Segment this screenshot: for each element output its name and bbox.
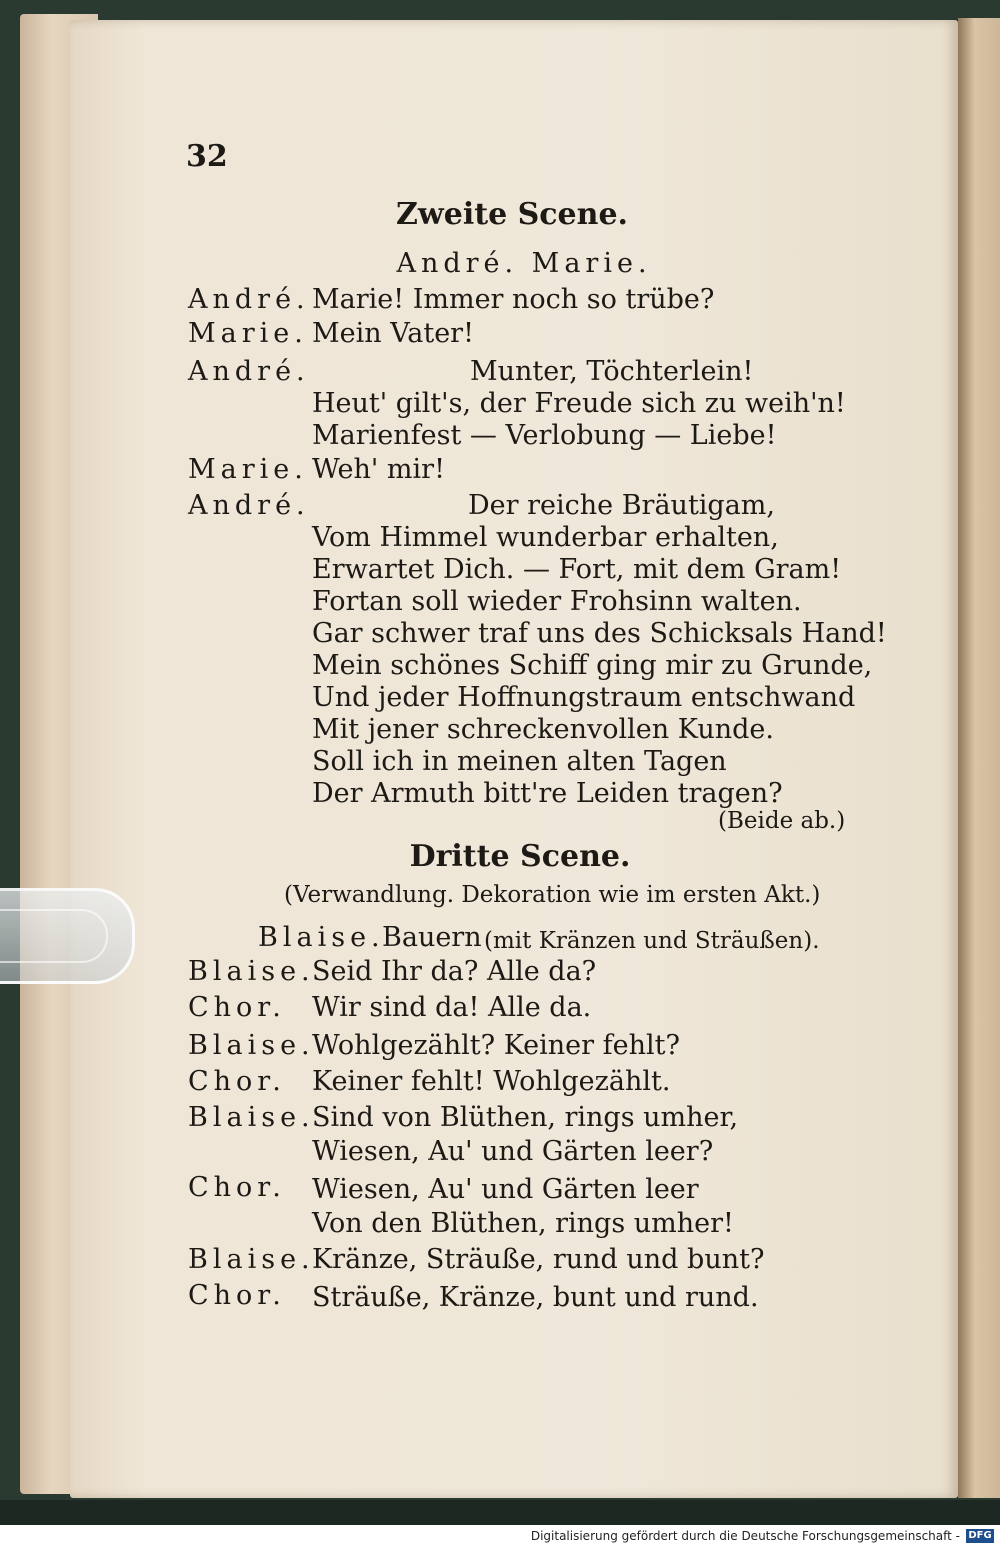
verse-line: Keiner fehlt! Wohlgezählt. bbox=[312, 1066, 671, 1097]
verse-line: Munter, Töchterlein! bbox=[470, 356, 754, 387]
speaker: Blaise. bbox=[188, 1244, 315, 1275]
scene-characters-speaker: Blaise. bbox=[258, 922, 385, 953]
verse-line: Vom Himmel wunderbar erhalten, bbox=[312, 522, 779, 553]
verse-line: Soll ich in meinen alten Tagen bbox=[312, 746, 727, 777]
scan-bottom-border bbox=[0, 1500, 1000, 1525]
verse-line: Von den Blüthen, rings umher! bbox=[312, 1208, 734, 1239]
page-clip bbox=[0, 888, 135, 984]
scene-title: Zweite Scene. bbox=[396, 197, 628, 232]
speaker: André. bbox=[188, 284, 310, 315]
footer-bar bbox=[0, 1525, 1000, 1548]
next-page-edge bbox=[958, 18, 1000, 1498]
scene-characters-note: (mit Kränzen und Sträußen). bbox=[484, 928, 820, 954]
speaker: Blaise. bbox=[188, 956, 315, 987]
speaker: Marie. bbox=[188, 318, 308, 349]
footer-credit: Digitalisierung gefördert durch die Deutsche Forschungsgemeinschaft - bbox=[530, 1529, 960, 1543]
page-clip-inner bbox=[0, 909, 108, 963]
verse-line: Mit jener schreckenvollen Kunde. bbox=[312, 714, 774, 745]
speaker: Chor. bbox=[188, 1172, 286, 1203]
verse-line: Wiesen, Au' und Gärten leer? bbox=[312, 1136, 714, 1167]
dfg-logo: DFG bbox=[966, 1529, 994, 1543]
speaker: Blaise. bbox=[188, 1030, 315, 1061]
speaker: Chor. bbox=[188, 1066, 286, 1097]
speaker: Marie. bbox=[188, 454, 308, 485]
scene-characters: Bauern bbox=[382, 922, 482, 953]
speaker: Chor. bbox=[188, 1280, 286, 1311]
verse-line: Gar schwer traf uns des Schicksals Hand! bbox=[312, 618, 887, 649]
speaker: André. bbox=[188, 490, 310, 521]
verse-line: Wohlgezählt? Keiner fehlt? bbox=[312, 1030, 680, 1061]
verse-line: Mein Vater! bbox=[312, 318, 474, 349]
verse-line: Marie! Immer noch so trübe? bbox=[312, 284, 715, 315]
verse-line: Der Armuth bitt're Leiden tragen? bbox=[312, 778, 783, 809]
verse-line: Sträuße, Kränze, bunt und rund. bbox=[312, 1282, 759, 1313]
verse-line: Der reiche Bräutigam, bbox=[468, 490, 775, 521]
scene-characters: André. Marie. bbox=[396, 248, 652, 279]
verse-line: Weh' mir! bbox=[312, 454, 445, 485]
verse-line: Fortan soll wieder Frohsinn walten. bbox=[312, 586, 802, 617]
verse-line: Kränze, Sträuße, rund und bunt? bbox=[312, 1244, 765, 1275]
verse-line: Und jeder Hoffnungstraum entschwand bbox=[312, 682, 856, 713]
verse-line: Marienfest — Verlobung — Liebe! bbox=[312, 420, 777, 451]
speaker: Chor. bbox=[188, 992, 286, 1023]
page-number: 32 bbox=[186, 139, 228, 174]
scene-title: Dritte Scene. bbox=[409, 839, 631, 874]
speaker: André. bbox=[188, 356, 310, 387]
verse-line: Wir sind da! Alle da. bbox=[312, 992, 592, 1023]
verse-line: Seid Ihr da? Alle da? bbox=[312, 956, 597, 987]
verse-line: Erwartet Dich. — Fort, mit dem Gram! bbox=[312, 554, 842, 585]
speaker: Blaise. bbox=[188, 1102, 315, 1133]
verse-line: Sind von Blüthen, rings umher, bbox=[312, 1102, 739, 1133]
stage-direction-exit: (Beide ab.) bbox=[718, 808, 846, 834]
stage-direction: (Verwandlung. Dekoration wie im ersten Akt.) bbox=[284, 882, 821, 908]
verse-line: Heut' gilt's, der Freude sich zu weih'n! bbox=[312, 388, 846, 419]
verse-line: Wiesen, Au' und Gärten leer bbox=[312, 1174, 699, 1205]
verse-line: Mein schönes Schiff ging mir zu Grunde, bbox=[312, 650, 873, 681]
